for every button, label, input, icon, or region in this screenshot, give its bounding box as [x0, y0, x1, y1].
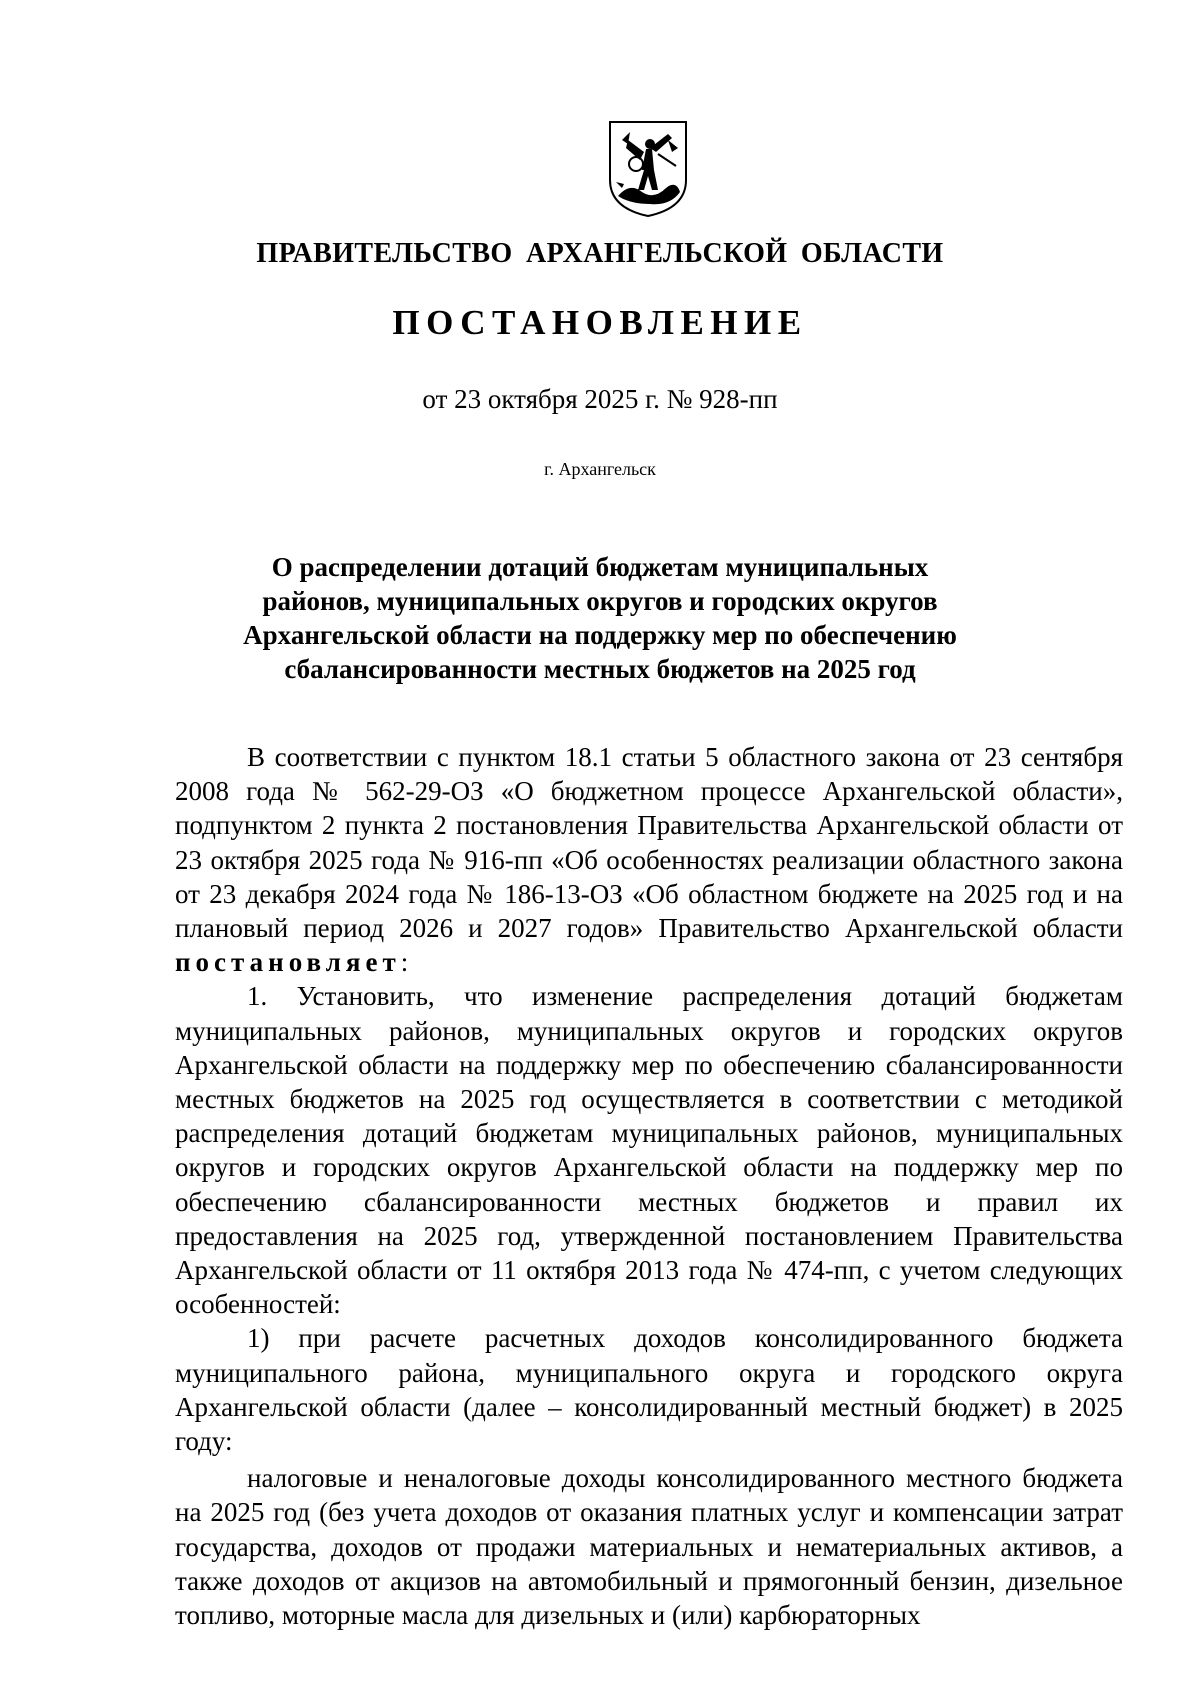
item-1-1-text-paragraph: налоговые и неналоговые доходы консолидированного местного бюджета на 2025 год (без учета доходов от оказания платных услуг и компенсации затрат государства, доходов от продажи материальных и нематериальных активов, а также доходов от акцизов на автомобильный и прямогонный бензин, дизельное топливо, моторные масла для дизельных и (или) карбюраторных: [175, 1463, 1123, 1631]
resolves-word: постановляет: [175, 947, 401, 978]
preamble-text: В соответствии с пунктом 18.1 статьи 5 областного закона от 23 сентября 2008 года № 562-29-ОЗ «О бюджетном процессе Архангельской области», подпунктом 2 пункта 2 постановления Правительства Архангельской области от 23 октября 2025 года № 916-пп «Об особенностях реализации областного закона от 23 декабря 2024 года № 186-13-ОЗ «Об областном бюджете на 2025 год и на плановый период 2026 и 2027 годов» Правительство Архангельской области: [175, 742, 1123, 944]
document-body: [175, 740, 1123, 1632]
document-city: г. Архангельск: [544, 459, 656, 479]
government-title: ПРАВИТЕЛЬСТВО АРХАНГЕЛЬСКОЙ ОБЛАСТИ: [256, 238, 944, 269]
arkhangelsk-coat-of-arms-icon: [606, 118, 690, 218]
item-1-paragraph: 1. Установить, что изменение распределения дотаций бюджетам муниципальных районов, муниципальных округов и городских округов Архангельской области на поддержку мер по обеспечению сбалансированности местных бюджетов на 2025 год осуществляется в соответствии с методикой распределения дотаций бюджетам муниципальных районов, муниципальных округов и городских округов Архангельской области на поддержку мер по обеспечению сбалансированности местных бюджетов и правил их предоставления на 2025 год, утвержденной постановлением Правительства Архангельской области от 11 октября 2013 года № 474-пп, с учетом следующих особенностей:: [175, 981, 1123, 1320]
document-date-number: от 23 октября 2025 г. № 928-пп: [422, 384, 778, 414]
document-type: ПОСТАНОВЛЕНИЕ: [392, 303, 808, 342]
preamble-paragraph: [175, 740, 1123, 979]
document-subject: О распределении дотаций бюджетам муниципальных районов, муниципальных округов и городских округов Архангельской области на поддержку мер по обеспечению сбалансированности местных бюджетов на 2025 год: [243, 552, 957, 684]
resolves-colon: :: [400, 947, 409, 978]
item-1-1-paragraph: 1) при расчете расчетных доходов консолидированного бюджета муниципального района, муниципального округа и городского округа Архангельской области (далее – консолидированный местный бюджет) в 2025 году:: [175, 1323, 1123, 1457]
